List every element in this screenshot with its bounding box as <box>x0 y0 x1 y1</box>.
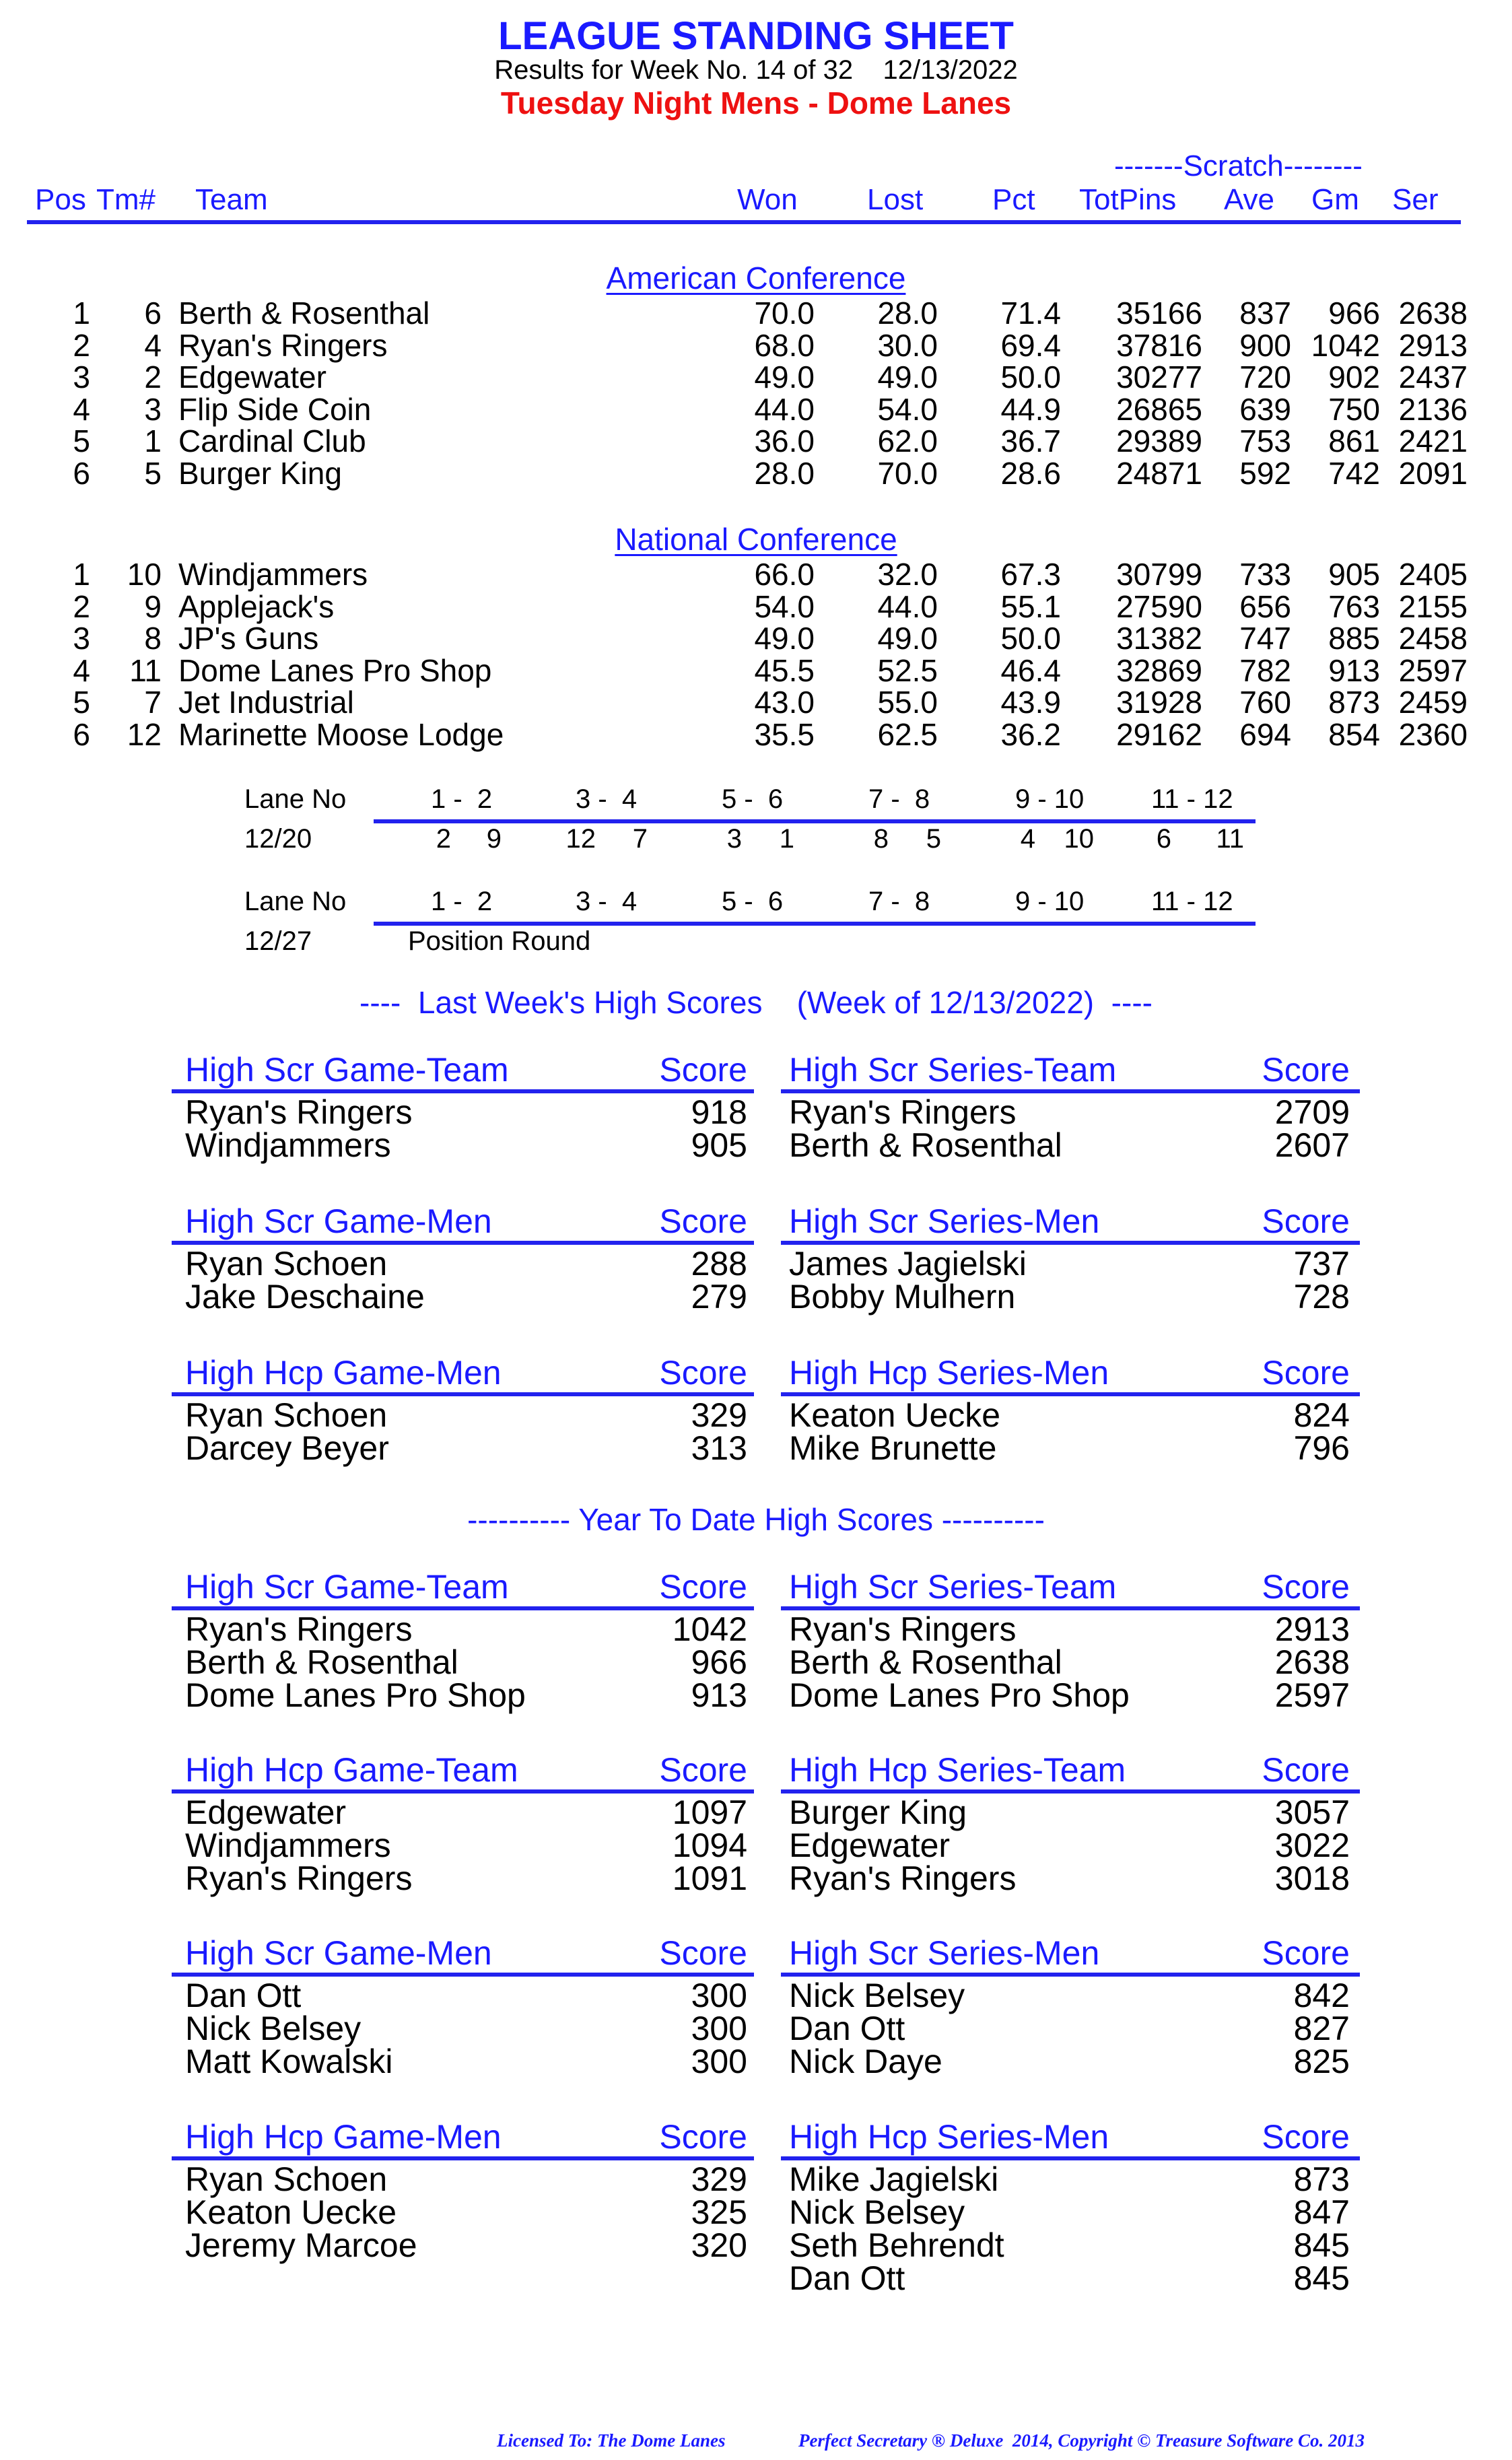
high-score-value: 2597 <box>1274 1676 1350 1714</box>
col-ave: Ave <box>1224 183 1275 216</box>
team-number-cell: 8 <box>144 621 162 656</box>
lane-pair: 7 - 8 <box>868 887 930 916</box>
high-score-box-title: High Scr Game-Men <box>185 1934 492 1972</box>
team-name-cell: Ryan's Ringers <box>178 327 388 363</box>
score-column-label: Score <box>1262 1751 1350 1789</box>
gm-cell: 742 <box>1328 455 1380 491</box>
team-number-cell: 1 <box>144 423 162 458</box>
matchup-team-a: 6 <box>1156 824 1171 854</box>
high-score-value: 845 <box>1293 2226 1350 2264</box>
col-pct: Pct <box>992 183 1035 216</box>
gm-cell: 966 <box>1328 296 1380 331</box>
matchup-team-a: 2 <box>436 824 451 854</box>
high-score-value: 2913 <box>1274 1610 1350 1648</box>
pos-cell: 1 <box>73 557 90 592</box>
gm-cell: 885 <box>1328 621 1380 656</box>
pos-cell: 2 <box>73 327 90 363</box>
high-score-value: 966 <box>691 1643 747 1681</box>
week-subtitle: Results for Week No. 14 of 32 12/13/2022 <box>494 55 1018 85</box>
high-score-name: Bobby Mulhern <box>789 1278 1016 1316</box>
matchup-team-b: 9 <box>486 824 502 854</box>
high-score-name: Berth & Rosenthal <box>789 1643 1062 1681</box>
lost-cell: 62.0 <box>877 423 938 458</box>
pct-cell: 67.3 <box>1000 557 1061 592</box>
high-score-box-title: High Scr Series-Men <box>789 1202 1100 1240</box>
high-score-name: Mike Brunette <box>789 1429 997 1467</box>
high-score-name: Nick Belsey <box>185 2010 362 2047</box>
high-score-value: 842 <box>1293 1977 1350 2014</box>
score-column-label: Score <box>659 2118 747 2156</box>
high-score-name: Ryan's Ringers <box>185 1093 413 1131</box>
team-number-cell: 4 <box>144 327 162 363</box>
totpins-cell: 35166 <box>1116 296 1202 331</box>
totpins-cell: 27590 <box>1116 588 1202 624</box>
high-score-name: Berth & Rosenthal <box>789 1126 1062 1164</box>
high-score-value: 825 <box>1293 2043 1350 2080</box>
high-score-value: 847 <box>1293 2193 1350 2231</box>
high-score-name: Jeremy Marcoe <box>185 2226 417 2264</box>
pct-cell: 36.2 <box>1000 716 1061 752</box>
gm-cell: 861 <box>1328 423 1380 458</box>
lane-rule <box>374 819 1256 823</box>
high-score-name: Seth Behrendt <box>789 2226 1004 2264</box>
ave-cell: 747 <box>1239 621 1291 656</box>
high-score-value: 845 <box>1293 2259 1350 2297</box>
score-column-label: Score <box>1262 1051 1350 1089</box>
score-column-label: Score <box>659 1751 747 1789</box>
ser-cell: 2136 <box>1398 391 1468 427</box>
col-totpins: TotPins <box>1079 183 1177 216</box>
score-column-label: Score <box>659 1934 747 1972</box>
lane-pair: 3 - 4 <box>576 887 638 916</box>
team-name-cell: Jet Industrial <box>178 685 354 720</box>
team-number-cell: 7 <box>144 685 162 720</box>
matchup-team-a: 3 <box>726 824 742 854</box>
pos-cell: 1 <box>73 296 90 331</box>
high-score-name: Jake Deschaine <box>185 1278 425 1316</box>
ave-cell: 837 <box>1239 296 1291 331</box>
ser-cell: 2421 <box>1398 423 1468 458</box>
pct-cell: 69.4 <box>1000 327 1061 363</box>
page-title: LEAGUE STANDING SHEET <box>498 14 1014 58</box>
team-name-cell: Burger King <box>178 455 342 491</box>
won-cell: 54.0 <box>754 588 815 624</box>
ser-cell: 2459 <box>1398 685 1468 720</box>
team-name-cell: Dome Lanes Pro Shop <box>178 652 492 688</box>
team-name-cell: Cardinal Club <box>178 423 366 458</box>
pos-cell: 5 <box>73 423 90 458</box>
won-cell: 49.0 <box>754 360 815 395</box>
ser-cell: 2638 <box>1398 296 1468 331</box>
ave-cell: 639 <box>1239 391 1291 427</box>
high-score-name: Dan Ott <box>789 2259 905 2297</box>
ave-cell: 782 <box>1239 652 1291 688</box>
won-cell: 45.5 <box>754 652 815 688</box>
high-score-value: 300 <box>691 2010 747 2047</box>
team-number-cell: 3 <box>144 391 162 427</box>
totpins-cell: 32869 <box>1116 652 1202 688</box>
won-cell: 44.0 <box>754 391 815 427</box>
high-score-box-title: High Hcp Game-Team <box>185 1751 518 1789</box>
team-name-cell: Marinette Moose Lodge <box>178 716 504 752</box>
high-score-value: 728 <box>1293 1278 1350 1316</box>
totpins-cell: 29389 <box>1116 423 1202 458</box>
score-column-label: Score <box>659 1202 747 1240</box>
high-score-name: Ryan Schoen <box>185 1396 388 1434</box>
high-score-name: Windjammers <box>185 1126 391 1164</box>
high-score-name: Darcey Beyer <box>185 1429 389 1467</box>
high-score-box-title: High Scr Game-Team <box>185 1568 509 1606</box>
gm-cell: 873 <box>1328 685 1380 720</box>
totpins-cell: 30277 <box>1116 360 1202 395</box>
high-score-name: Ryan's Ringers <box>185 1859 413 1897</box>
won-cell: 43.0 <box>754 685 815 720</box>
league-name: Tuesday Night Mens - Dome Lanes <box>500 86 1012 121</box>
col-lost: Lost <box>867 183 924 216</box>
high-score-value: 913 <box>691 1676 747 1714</box>
pos-cell: 2 <box>73 588 90 624</box>
high-score-name: Keaton Uecke <box>185 2193 397 2231</box>
high-score-name: Dome Lanes Pro Shop <box>185 1676 526 1714</box>
pct-cell: 44.9 <box>1000 391 1061 427</box>
last-week-heading: ---- Last Week's High Scores (Week of 12/13/2022) ---- <box>359 985 1153 1020</box>
high-score-value: 320 <box>691 2226 747 2264</box>
score-column-label: Score <box>1262 1202 1350 1240</box>
high-score-value: 2607 <box>1274 1126 1350 1164</box>
team-number-cell: 2 <box>144 360 162 395</box>
high-score-value: 1042 <box>672 1610 747 1648</box>
lost-cell: 49.0 <box>877 621 938 656</box>
team-number-cell: 9 <box>144 588 162 624</box>
ave-cell: 733 <box>1239 557 1291 592</box>
team-number-cell: 6 <box>144 296 162 331</box>
conference-heading: American Conference <box>606 261 906 296</box>
ave-cell: 753 <box>1239 423 1291 458</box>
high-score-name: Ryan's Ringers <box>185 1610 413 1648</box>
high-score-name: Ryan's Ringers <box>789 1093 1017 1131</box>
high-score-name: Edgewater <box>185 1793 347 1831</box>
lane-pair: 11 - 12 <box>1151 887 1233 916</box>
pct-cell: 55.1 <box>1000 588 1061 624</box>
ser-cell: 2405 <box>1398 557 1468 592</box>
pct-cell: 71.4 <box>1000 296 1061 331</box>
won-cell: 49.0 <box>754 621 815 656</box>
matchup-team-b: 1 <box>779 824 794 854</box>
lane-pair: 7 - 8 <box>868 784 930 814</box>
ave-cell: 694 <box>1239 716 1291 752</box>
high-score-name: Ryan Schoen <box>185 1245 388 1283</box>
high-score-name: Nick Belsey <box>789 1977 965 2014</box>
high-score-value: 873 <box>1293 2160 1350 2198</box>
pct-cell: 43.9 <box>1000 685 1061 720</box>
high-score-name: Edgewater <box>789 1826 951 1864</box>
lost-cell: 44.0 <box>877 588 938 624</box>
high-score-value: 2709 <box>1274 1093 1350 1131</box>
pos-cell: 6 <box>73 716 90 752</box>
team-name-cell: Edgewater <box>178 360 327 395</box>
matchup-team-b: 7 <box>632 824 648 854</box>
high-score-value: 918 <box>691 1093 747 1131</box>
high-score-value: 737 <box>1293 1245 1350 1283</box>
high-score-name: Dan Ott <box>185 1977 302 2014</box>
won-cell: 36.0 <box>754 423 815 458</box>
high-score-name: James Jagielski <box>789 1245 1027 1283</box>
ave-cell: 592 <box>1239 455 1291 491</box>
high-score-box-title: High Hcp Game-Men <box>185 1354 502 1392</box>
score-column-label: Score <box>659 1051 747 1089</box>
gm-cell: 750 <box>1328 391 1380 427</box>
high-score-name: Dan Ott <box>789 2010 905 2047</box>
copyright-text: Perfect Secretary ® Deluxe 2014, Copyright © Treasure Software Co. 2013 <box>798 2430 1365 2451</box>
totpins-cell: 26865 <box>1116 391 1202 427</box>
high-score-box-title: High Scr Series-Team <box>789 1568 1117 1606</box>
lane-pair: 1 - 2 <box>431 784 493 814</box>
totpins-cell: 31928 <box>1116 685 1202 720</box>
score-column-label: Score <box>1262 1354 1350 1392</box>
won-cell: 70.0 <box>754 296 815 331</box>
high-score-value: 905 <box>691 1126 747 1164</box>
ser-cell: 2458 <box>1398 621 1468 656</box>
lost-cell: 30.0 <box>877 327 938 363</box>
lane-pair: 5 - 6 <box>722 887 784 916</box>
ytd-heading: ---------- Year To Date High Scores ---------- <box>467 1502 1045 1537</box>
lane-pair: 5 - 6 <box>722 784 784 814</box>
pos-cell: 6 <box>73 455 90 491</box>
high-score-box-title: High Scr Game-Team <box>185 1051 509 1089</box>
gm-cell: 763 <box>1328 588 1380 624</box>
team-name-cell: Berth & Rosenthal <box>178 296 430 331</box>
high-score-name: Berth & Rosenthal <box>185 1643 458 1681</box>
won-cell: 28.0 <box>754 455 815 491</box>
team-number-cell: 10 <box>127 557 162 592</box>
lost-cell: 32.0 <box>877 557 938 592</box>
pos-cell: 3 <box>73 621 90 656</box>
pos-cell: 3 <box>73 360 90 395</box>
pct-cell: 28.6 <box>1000 455 1061 491</box>
score-column-label: Score <box>659 1354 747 1392</box>
totpins-cell: 24871 <box>1116 455 1202 491</box>
high-score-box-title: High Hcp Series-Men <box>789 1354 1109 1392</box>
gm-cell: 902 <box>1328 360 1380 395</box>
matchup-team-a: 4 <box>1020 824 1035 854</box>
conference-heading: National Conference <box>615 522 897 557</box>
high-score-value: 288 <box>691 1245 747 1283</box>
won-cell: 35.5 <box>754 716 815 752</box>
team-name-cell: Windjammers <box>178 557 368 592</box>
high-score-name: Nick Belsey <box>789 2193 965 2231</box>
high-score-name: Ryan's Ringers <box>789 1859 1017 1897</box>
lane-pair: 11 - 12 <box>1151 784 1233 814</box>
high-score-value: 300 <box>691 2043 747 2080</box>
high-score-value: 1097 <box>672 1793 747 1831</box>
col-team: Team <box>195 183 268 216</box>
col-tm: Tm# <box>96 183 156 216</box>
team-number-cell: 5 <box>144 455 162 491</box>
lost-cell: 70.0 <box>877 455 938 491</box>
header-rule <box>27 220 1461 224</box>
scratch-group-header: -------Scratch-------- <box>1114 149 1363 182</box>
high-score-name: Windjammers <box>185 1826 391 1864</box>
lost-cell: 49.0 <box>877 360 938 395</box>
col-gm: Gm <box>1311 183 1359 216</box>
team-name-cell: JP's Guns <box>178 621 319 656</box>
high-score-value: 1094 <box>672 1826 747 1864</box>
high-score-value: 796 <box>1293 1429 1350 1467</box>
ser-cell: 2360 <box>1398 716 1468 752</box>
lost-cell: 55.0 <box>877 685 938 720</box>
high-score-value: 313 <box>691 1429 747 1467</box>
pct-cell: 36.7 <box>1000 423 1061 458</box>
gm-cell: 1042 <box>1311 327 1380 363</box>
high-score-name: Ryan Schoen <box>185 2160 388 2198</box>
ser-cell: 2091 <box>1398 455 1468 491</box>
score-column-label: Score <box>659 1568 747 1606</box>
won-cell: 66.0 <box>754 557 815 592</box>
matchup-team-a: 12 <box>565 824 596 854</box>
col-pos: Pos <box>35 183 86 216</box>
col-ser: Ser <box>1392 183 1439 216</box>
team-name-cell: Applejack's <box>178 588 335 624</box>
schedule-note: Position Round <box>408 926 591 956</box>
high-score-name: Matt Kowalski <box>185 2043 393 2080</box>
high-score-value: 279 <box>691 1278 747 1316</box>
score-column-label: Score <box>1262 1934 1350 1972</box>
ave-cell: 900 <box>1239 327 1291 363</box>
high-score-value: 1091 <box>672 1859 747 1897</box>
ave-cell: 760 <box>1239 685 1291 720</box>
high-score-value: 824 <box>1293 1396 1350 1434</box>
high-score-value: 3018 <box>1274 1859 1350 1897</box>
ser-cell: 2597 <box>1398 652 1468 688</box>
schedule-date: 12/20 <box>244 824 312 854</box>
lost-cell: 52.5 <box>877 652 938 688</box>
pct-cell: 46.4 <box>1000 652 1061 688</box>
schedule-date: 12/27 <box>244 926 312 956</box>
ser-cell: 2437 <box>1398 360 1468 395</box>
high-score-name: Dome Lanes Pro Shop <box>789 1676 1130 1714</box>
matchup-team-a: 8 <box>873 824 889 854</box>
lost-cell: 54.0 <box>877 391 938 427</box>
high-score-box-title: High Hcp Series-Team <box>789 1751 1126 1789</box>
gm-cell: 913 <box>1328 652 1380 688</box>
totpins-cell: 37816 <box>1116 327 1202 363</box>
lane-no-label: Lane No <box>244 784 347 814</box>
pct-cell: 50.0 <box>1000 621 1061 656</box>
team-name-cell: Flip Side Coin <box>178 391 372 427</box>
totpins-cell: 29162 <box>1116 716 1202 752</box>
lane-pair: 9 - 10 <box>1015 887 1085 916</box>
high-score-value: 329 <box>691 1396 747 1434</box>
lane-no-label: Lane No <box>244 887 347 916</box>
matchup-team-b: 10 <box>1064 824 1094 854</box>
high-score-name: Keaton Uecke <box>789 1396 1001 1434</box>
totpins-cell: 30799 <box>1116 557 1202 592</box>
high-score-value: 329 <box>691 2160 747 2198</box>
matchup-team-b: 11 <box>1216 824 1244 854</box>
team-number-cell: 11 <box>129 652 162 688</box>
ser-cell: 2913 <box>1398 327 1468 363</box>
high-score-box-title: High Scr Series-Team <box>789 1051 1117 1089</box>
high-score-box-title: High Hcp Series-Men <box>789 2118 1109 2156</box>
pct-cell: 50.0 <box>1000 360 1061 395</box>
pos-cell: 4 <box>73 391 90 427</box>
high-score-name: Mike Jagielski <box>789 2160 999 2198</box>
high-score-value: 325 <box>691 2193 747 2231</box>
pos-cell: 4 <box>73 652 90 688</box>
col-won: Won <box>737 183 798 216</box>
lane-pair: 9 - 10 <box>1015 784 1085 814</box>
high-score-box-title: High Scr Game-Men <box>185 1202 492 1240</box>
ave-cell: 656 <box>1239 588 1291 624</box>
score-column-label: Score <box>1262 1568 1350 1606</box>
lost-cell: 28.0 <box>877 296 938 331</box>
high-score-box-title: High Scr Series-Men <box>789 1934 1100 1972</box>
gm-cell: 905 <box>1328 557 1380 592</box>
ave-cell: 720 <box>1239 360 1291 395</box>
high-score-value: 300 <box>691 1977 747 2014</box>
lane-pair: 3 - 4 <box>576 784 638 814</box>
ser-cell: 2155 <box>1398 588 1468 624</box>
lane-pair: 1 - 2 <box>431 887 493 916</box>
team-number-cell: 12 <box>127 716 162 752</box>
license-text: Licensed To: The Dome Lanes <box>497 2430 726 2451</box>
lane-rule <box>374 922 1256 926</box>
high-score-value: 2638 <box>1274 1643 1350 1681</box>
high-score-name: Ryan's Ringers <box>789 1610 1017 1648</box>
pos-cell: 5 <box>73 685 90 720</box>
score-column-label: Score <box>1262 2118 1350 2156</box>
lost-cell: 62.5 <box>877 716 938 752</box>
high-score-name: Nick Daye <box>789 2043 942 2080</box>
gm-cell: 854 <box>1328 716 1380 752</box>
high-score-value: 827 <box>1293 2010 1350 2047</box>
high-score-value: 3022 <box>1274 1826 1350 1864</box>
totpins-cell: 31382 <box>1116 621 1202 656</box>
matchup-team-b: 5 <box>926 824 941 854</box>
high-score-value: 3057 <box>1274 1793 1350 1831</box>
high-score-name: Burger King <box>789 1793 967 1831</box>
won-cell: 68.0 <box>754 327 815 363</box>
high-score-box-title: High Hcp Game-Men <box>185 2118 502 2156</box>
